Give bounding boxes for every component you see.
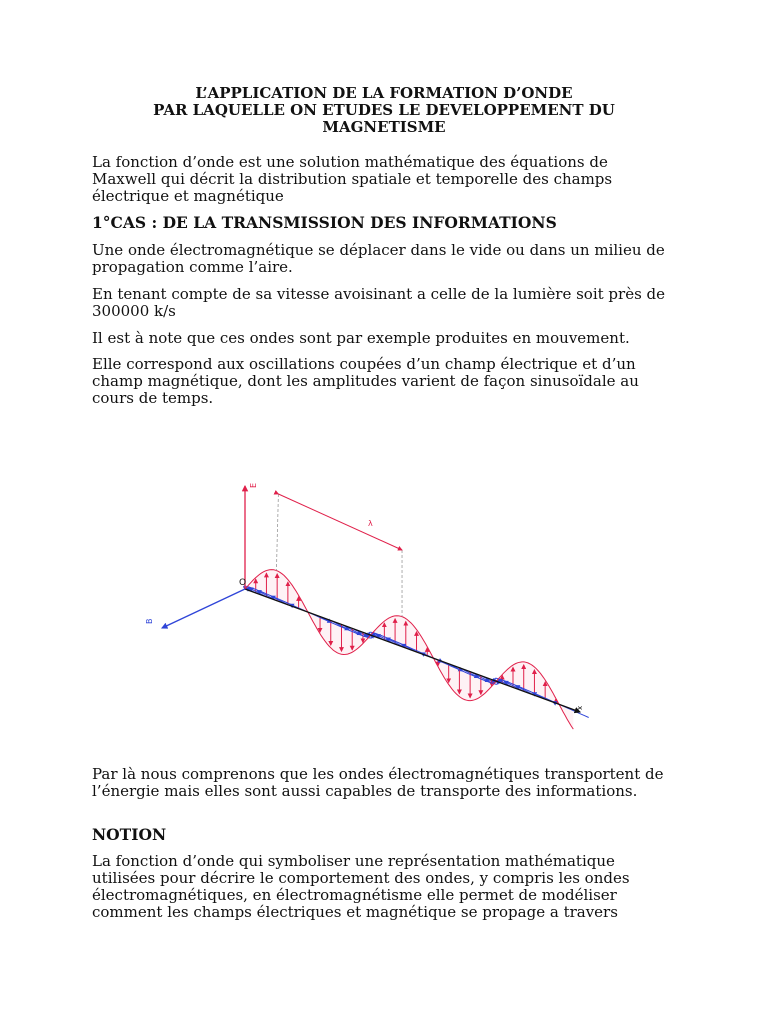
section-heading-transmission: 1°CAS : DE LA TRANSMISSION DES INFORMATIONS (92, 213, 557, 232)
paragraph-speed: En tenant compte de sa vitesse avoisinant a celle de la lumière soit près de 300000 k/s (92, 285, 666, 320)
wavelength-label: λ (368, 519, 373, 528)
em-wave-figure (140, 472, 592, 752)
origin-label: O (239, 578, 247, 588)
em-wave-diagram (140, 472, 592, 752)
paragraph-propagation: Une onde électromagnétique se déplacer dans le vide ou dans un milieu de propagation comme l’aire. (92, 241, 665, 276)
section-heading-notion: NOTION (92, 825, 167, 844)
title-line-1: L’APPLICATION DE LA FORMATION D’ONDE (195, 84, 573, 102)
document-title (92, 85, 676, 136)
title-line-2: PAR LAQUELLE ON ETUDES LE DEVELOPPEMENT DU (153, 101, 615, 119)
paragraph-energy: Par là nous comprenons que les ondes électromagnétiques transportent de l’énergie mais elles sont aussi capables de transporte des informations. (92, 765, 664, 800)
x-axis-label: x (576, 705, 584, 710)
electric-field-label: E (249, 482, 258, 488)
magnetic-axis (162, 589, 245, 628)
title-line-3: MAGNETISME (322, 118, 446, 136)
magnetic-field-label: B (145, 618, 154, 624)
paragraph-oscillations: Elle correspond aux oscillations coupées d’un champ électrique et d’un champ magnétique, dont les amplitudes varient de façon sinusoïdale au cours de temps. (92, 355, 639, 407)
wavelength-arrow (278, 494, 402, 550)
propagation-axis (245, 589, 580, 712)
paragraph-production: Il est à note que ces ondes sont par exemple produites en mouvement. (92, 329, 630, 347)
intro-paragraph: La fonction d’onde est une solution mathématique des équations de Maxwell qui décrit la distribution spatiale et temporelle des champs électrique et magnétique (92, 153, 613, 205)
paragraph-notion: La fonction d’onde qui symboliser une représentation mathématique utilisées pour décrire le comportement des ondes, y compris les ondes électromagnétiques, en électromagnétisme elle permet de modéliser comment les champs électriques et magnétique se propage a travers (92, 852, 630, 921)
wavelength-guide (276, 494, 278, 571)
